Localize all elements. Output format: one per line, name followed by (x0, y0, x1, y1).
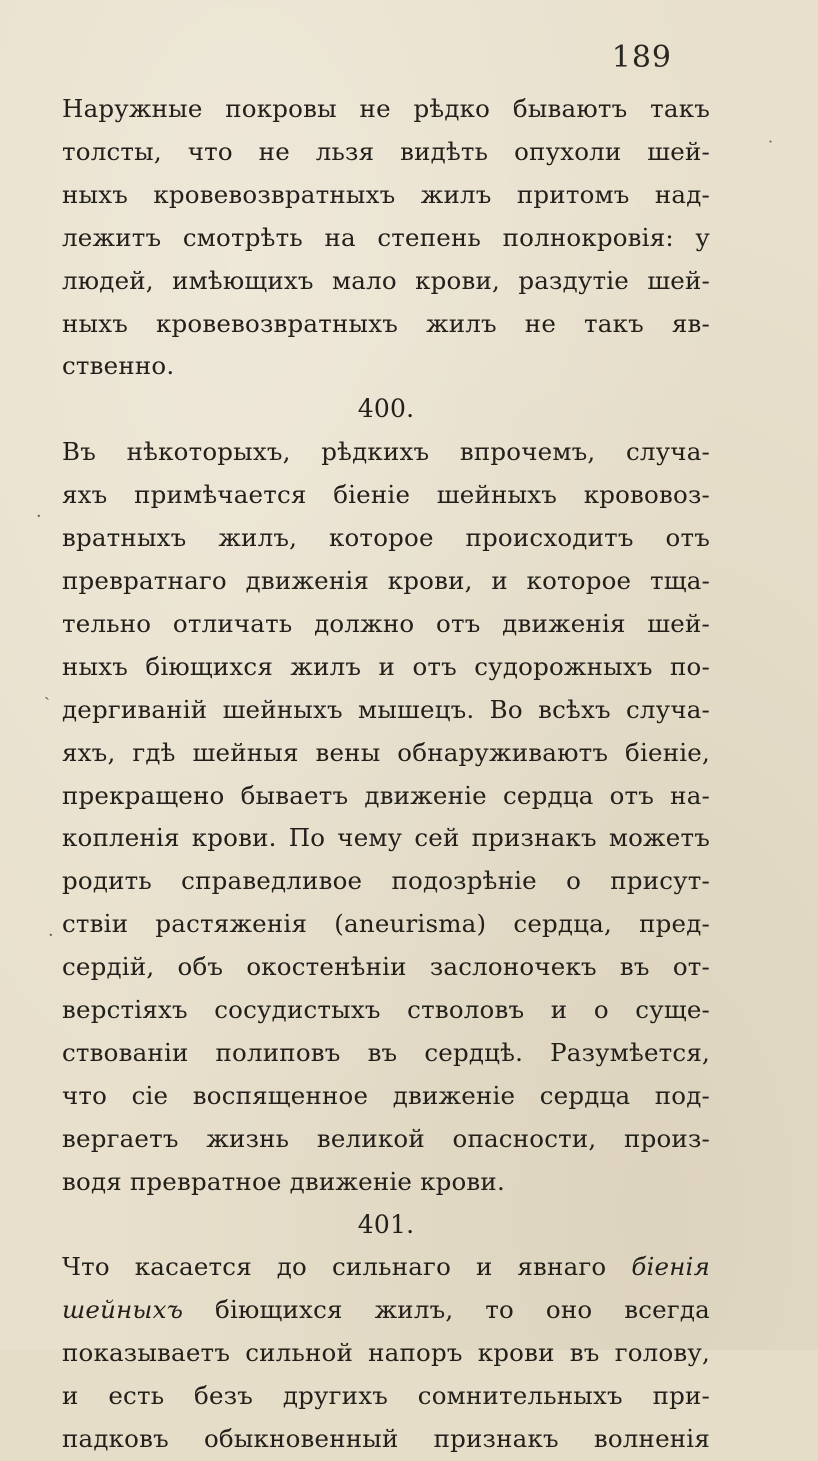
text-line: Наружные покровы не рѣдко бываютъ такъ (62, 94, 710, 123)
text-line: Въ нѣкоторыхъ, рѣдкихъ впрочемъ, случа- (62, 437, 710, 467)
margin-mark: ˏ (44, 680, 50, 701)
text-line: ственно. (62, 351, 175, 381)
text-line: превратнаго движенія крови, и которое тща- (62, 565, 710, 595)
text-line: водя превратное движеніе крови. (62, 1166, 505, 1196)
text-line: лежитъ смотрѣть на степень полнокровія: у (62, 222, 710, 252)
margin-mark: ˙ (766, 138, 775, 159)
text-line: вергаетъ жизнь великой опасности, произ- (62, 1123, 710, 1153)
text-line: показываетъ сильной напоръ крови въ голову, (62, 1338, 710, 1368)
page-number: 189 (611, 40, 672, 75)
text-line: ныхъ біющихся жилъ и отъ судорожныхъ по- (62, 651, 710, 681)
text-line: дергиваній шейныхъ мышецъ. Во всѣхъ случа- (62, 694, 710, 724)
text-line: ствіи растяженія (aneurisma) сердца, пред- (62, 909, 710, 939)
text-line: людей, имѣющихъ мало крови, раздутіе шей- (62, 265, 710, 295)
text-line: и есть безъ другихъ сомнительныхъ при- (62, 1381, 710, 1411)
text-line (62, 1289, 710, 1332)
text-line: вратныхъ жилъ, которое происходитъ отъ (62, 523, 710, 553)
italic-text: біенія (631, 1252, 710, 1282)
text-line: верстіяхъ сосудистыхъ стволовъ и о суще- (62, 995, 710, 1025)
text-line: яхъ примѣчается біеніе шейныхъ крововоз- (62, 480, 710, 510)
text-line: родить справедливое подозрѣніе о присут- (62, 866, 710, 896)
text-line: сердій, объ окостенѣніи заслоночекъ въ от- (62, 952, 710, 982)
text-line: падковъ обыкновенный признакъ волненія (62, 1424, 710, 1454)
margin-mark: · (36, 506, 42, 527)
text-line: ствованіи полиповъ въ сердцѣ. Разумѣется, (62, 1037, 710, 1067)
text-line: прекращено бываетъ движеніе сердца отъ на- (62, 780, 710, 810)
text-line: яхъ, гдѣ шейныя вены обнаруживаютъ біеніе, (62, 737, 710, 767)
text-run: біющихся жилъ, то оно всегда (183, 1295, 710, 1325)
section-heading-401: 401. (357, 1209, 415, 1239)
text-line (62, 1246, 710, 1289)
text-line: тельно отличать должно отъ движенія шей- (62, 608, 710, 638)
italic-text: шейныхъ (62, 1295, 184, 1325)
text-line: толсты, что не льзя видѣть опухоли шей- (62, 136, 710, 166)
text-line: ныхъ кровевозвратныхъ жилъ притомъ над- (62, 179, 710, 209)
section-heading-400: 400. (357, 394, 415, 424)
text-line: ныхъ кровевозвратныхъ жилъ не такъ яв- (62, 308, 710, 338)
body-text (62, 88, 710, 1461)
text-line: копленія крови. По чему сей признакъ можетъ (62, 823, 710, 853)
text-run: Что касается до сильнаго и явнаго (62, 1252, 632, 1282)
margin-mark: · (48, 925, 54, 946)
text-line: что сіе воспященное движеніе сердца под- (62, 1080, 710, 1110)
